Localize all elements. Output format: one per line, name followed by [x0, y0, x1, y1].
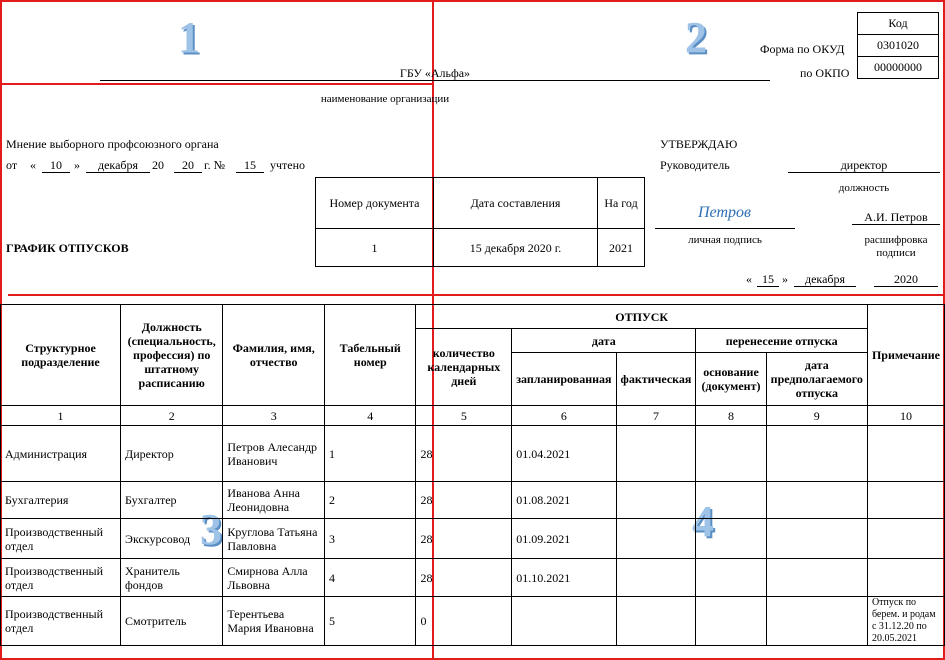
cell-note	[867, 482, 944, 519]
table-row	[1, 482, 945, 519]
okud-label: Форма по ОКУД	[760, 42, 845, 56]
vacation-table	[0, 304, 945, 646]
document-title: ГРАФИК ОТПУСКОВ	[6, 241, 129, 255]
overlay-number-2: 2	[685, 13, 707, 62]
union-tail: учтено	[270, 158, 306, 172]
header-expected: дата предполагаемого отпуска	[766, 353, 867, 406]
cell-dept: Администрация	[1, 426, 121, 482]
header-note: Примечание	[867, 305, 944, 406]
doc-number-value: 1	[316, 229, 434, 267]
cell-actual	[616, 482, 696, 519]
approve-position: директор	[788, 158, 940, 173]
overlay-number-4: 4	[692, 497, 714, 546]
cell-name: Терентьева Мария Ивановна	[223, 597, 325, 646]
cell-name: Петров Алесандр Иванович	[223, 426, 325, 482]
header-days: количество календарных дней	[416, 329, 512, 406]
cell-days: 28	[416, 482, 512, 519]
header-transfer: перенесение отпуска	[696, 329, 868, 353]
cell-days: 0	[416, 597, 512, 646]
cell-expected	[766, 559, 867, 597]
union-title: Мнение выборного профсоюзного органа	[6, 137, 219, 151]
col-number: 8	[696, 406, 766, 426]
header-tab-number: Табельный номер	[324, 305, 415, 406]
cell-note	[867, 559, 944, 597]
union-quote-close: »	[74, 158, 80, 172]
approve-name: А.И. Петров	[852, 210, 940, 225]
approve-title: УТВЕРЖДАЮ	[660, 137, 738, 151]
okpo-value: 00000000	[858, 57, 939, 79]
okud-value: 0301020	[858, 35, 939, 57]
doc-date-header: Дата составления	[434, 178, 598, 229]
overlay-number-1: 1	[178, 13, 200, 62]
approve-month: декабря	[794, 272, 856, 287]
col-number: 6	[512, 406, 616, 426]
col-number: 7	[616, 406, 696, 426]
cell-basis	[696, 597, 766, 646]
overlay-horizontal-divider-top	[0, 83, 432, 85]
cell-expected	[766, 519, 867, 559]
doc-year-value: 2021	[598, 229, 645, 267]
cell-name: Круглова Татьяна Павловна	[223, 519, 325, 559]
approve-head-label: Руководитель	[660, 158, 730, 172]
cell-tab: 3	[324, 519, 415, 559]
cell-note	[867, 426, 944, 482]
header-planned: запланированная	[512, 353, 616, 406]
cell-tab: 4	[324, 559, 415, 597]
cell-basis	[696, 559, 766, 597]
cell-planned	[512, 597, 616, 646]
cell-expected	[766, 426, 867, 482]
org-caption: наименование организации	[320, 93, 450, 105]
header-date: дата	[512, 329, 696, 353]
overlay-number-3: 3	[200, 505, 222, 554]
cell-expected	[766, 597, 867, 646]
table-row	[1, 597, 945, 646]
union-year-prefix: 20	[152, 158, 164, 172]
header-basis: основание (документ)	[696, 353, 766, 406]
approve-quote-open: «	[746, 272, 752, 286]
doc-number-header: Номер документа	[316, 178, 434, 229]
cell-name: Иванова Анна Леонидовна	[223, 482, 325, 519]
header-actual: фактическая	[616, 353, 696, 406]
document-info-table	[315, 177, 645, 267]
approve-name-caption: расшифровка подписи	[864, 234, 928, 259]
cell-actual	[616, 597, 696, 646]
cell-position: Смотритель	[121, 597, 223, 646]
union-g-no: г. №	[204, 158, 226, 172]
header-vacation: ОТПУСК	[416, 305, 867, 329]
cell-planned: 01.10.2021	[512, 559, 616, 597]
cell-days: 28	[416, 519, 512, 559]
header-name: Фамилия, имя, отчество	[223, 305, 325, 406]
overlay-horizontal-divider	[8, 294, 945, 296]
union-from: от	[6, 158, 18, 172]
union-day: 10	[42, 158, 70, 173]
cell-dept: Производственный отдел	[1, 597, 121, 646]
union-number: 15	[236, 158, 264, 173]
cell-dept: Бухгалтерия	[1, 482, 121, 519]
cell-planned: 01.08.2021	[512, 482, 616, 519]
approve-year: 2020	[874, 272, 938, 287]
cell-position: Хранитель фондов	[121, 559, 223, 597]
col-number: 2	[121, 406, 223, 426]
cell-planned: 01.04.2021	[512, 426, 616, 482]
okpo-label: по ОКПО	[800, 66, 850, 80]
approve-quote-close: »	[782, 272, 788, 286]
cell-days: 28	[416, 426, 512, 482]
cell-position: Экскурсовод	[121, 519, 223, 559]
cell-actual	[616, 559, 696, 597]
doc-date-value: 15 декабря 2020 г.	[434, 229, 598, 267]
col-number: 5	[416, 406, 512, 426]
header-structure: Структурное подразделение	[1, 305, 121, 406]
org-name: ГБУ «Альфа»	[100, 66, 770, 81]
cell-name: Смирнова Алла Львовна	[223, 559, 325, 597]
col-number: 9	[766, 406, 867, 426]
doc-year-header: На год	[598, 178, 645, 229]
col-number: 1	[1, 406, 121, 426]
approve-signature-caption: личная подпись	[688, 234, 762, 246]
header-position: Должность (специальность, профессия) по штатному расписанию	[121, 305, 223, 406]
codes-header: Код	[858, 13, 939, 35]
cell-basis	[696, 426, 766, 482]
cell-actual	[616, 426, 696, 482]
cell-actual	[616, 519, 696, 559]
cell-note	[867, 519, 944, 559]
cell-basis	[696, 482, 766, 519]
union-month: декабря	[86, 158, 150, 173]
col-number: 3	[223, 406, 325, 426]
cell-position: Директор	[121, 426, 223, 482]
approve-signature: Петров	[698, 204, 751, 221]
cell-expected	[766, 482, 867, 519]
union-year-suffix: 20	[174, 158, 202, 173]
col-number: 10	[867, 406, 944, 426]
cell-tab: 1	[324, 426, 415, 482]
cell-planned: 01.09.2021	[512, 519, 616, 559]
approve-position-caption: должность	[838, 182, 890, 194]
cell-dept: Производственный отдел	[1, 519, 121, 559]
cell-position: Бухгалтер	[121, 482, 223, 519]
cell-basis	[696, 519, 766, 559]
col-number: 4	[324, 406, 415, 426]
cell-dept: Производственный отдел	[1, 559, 121, 597]
union-quote-open: «	[30, 158, 36, 172]
table-row	[1, 519, 945, 559]
cell-tab: 5	[324, 597, 415, 646]
cell-tab: 2	[324, 482, 415, 519]
table-row	[1, 559, 945, 597]
cell-days: 28	[416, 559, 512, 597]
cell-note: Отпуск по берем. и родам с 31.12.20 по 20.05.2021	[867, 597, 944, 646]
approve-day: 15	[757, 272, 779, 287]
table-row	[1, 426, 945, 482]
codes-table	[857, 12, 939, 79]
